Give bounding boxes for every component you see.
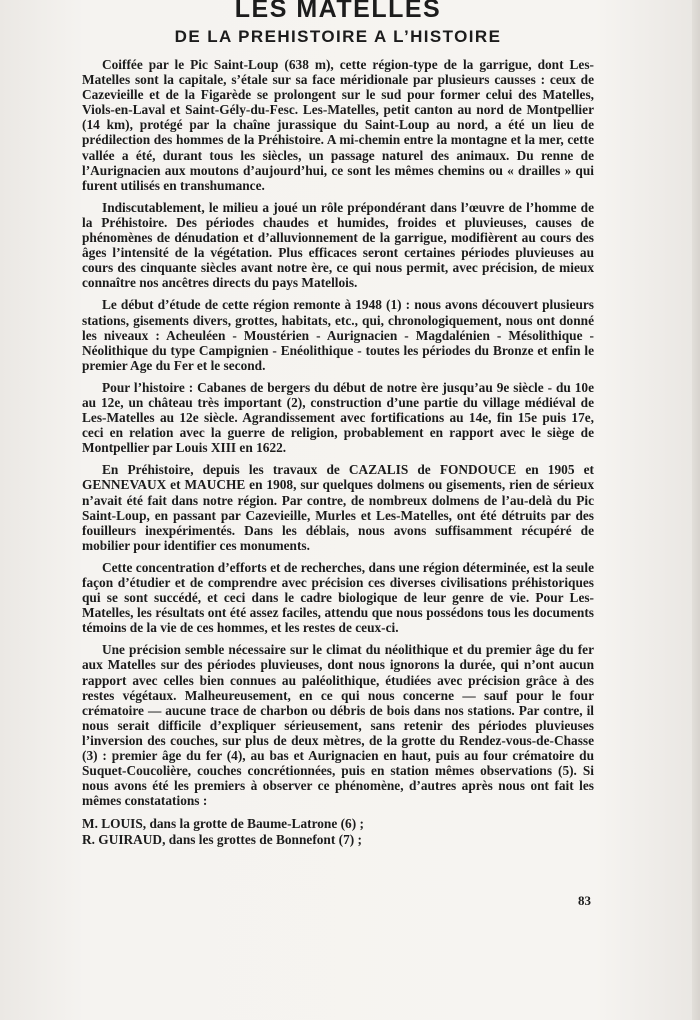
paragraph: Coiffée par le Pic Saint-Loup (638 m), cette région-type de la garrigue, dont Les-Matelles sont la capitale, s’étale sur sa face méridionale par plusieurs causses : ceux de Cazevieille et de la Figarède se prolongent sur le sud pour former celui des Matelles, Viols-en-Laval et Saint-Gély-du-Fesc. Les-Matelles, petit canton au nord de Montpellier (14 km), protégé par la chaîne jurassique du Saint-Loup au nord, a été un lieu de prédilection des hommes de la Préhistoire. A mi-chemin entre la montagne et la mer, cette vallée a été, durant tous les siècles, un passage naturel des animaux. Du renne de l’Aurignacien aux moutons d’aujourd’hui, ce sont les mêmes chemins ou « drailles » qui furent utilisés en transhumance. bbox=[82, 57, 594, 193]
paragraph: Le début d’étude de cette région remonte à 1948 (1) : nous avons découvert plusieurs stations, gisements divers, grottes, habitats, etc., qui, chronologiquement, nous ont donné les niveaux : Acheuléen - Moustérien - Aurignacien - Magdalénien - Mésolithique - Néolithique du type Campignien - Enéolithique - toutes les périodes du Bronze et enfin le premier Age du Fer et le second. bbox=[82, 297, 594, 373]
reference-list bbox=[82, 816, 594, 846]
page-title: LES MATELLES bbox=[234, 0, 442, 23]
page-edge bbox=[692, 0, 700, 1020]
paragraph: Pour l’histoire : Cabanes de bergers du début de notre ère jusqu’au 9e siècle - du 10e au 12e, un château très important (2), construction d’une partie du village médiéval de Les-Matelles au 12e siècle. Agrandissement avec fortifications au 14e, fin 15e puis 17e, ceci en relation avec la guerre de religion, probablement en rapport avec le siège de Montpellier par Louis XIII en 1622. bbox=[82, 379, 594, 456]
reference-item: M. LOUIS, dans la grotte de Baume-Latrone (6) ; bbox=[82, 816, 364, 832]
reference-item: R. GUIRAUD, dans les grottes de Bonnefont (7) ; bbox=[82, 831, 362, 847]
page-number: 83 bbox=[578, 893, 591, 908]
paragraph: Cette concentration d’efforts et de recherches, dans une région déterminée, est la seule façon d’étudier et de comprendre avec précision ces diverses civilisations préhistoriques qui se sont succédé, et ceci dans le cadre biologique de leur genre de vie. Pour Les-Matelles, les résultats ont été assez faciles, attendu que nous possédons tous les documents témoins de la vie de ces hommes, et les restes de ceux-ci. bbox=[82, 559, 594, 636]
paragraph: Indiscutablement, le milieu a joué un rôle prépondérant dans l’œuvre de l’homme de la Préhistoire. Des périodes chaudes et humides, froides et pluvieuses, causes de phénomènes de dénudation et d’alluvionnement de la garrigue, modifièrent au cours des âges l’intensité de la végétation. Plus efficaces seront certaines périodes pluvieuses au cours des cinquante siècles avant notre ère, ce qui nous permit, avec précision, de mieux connaître nos ancêtres directs du pays Matellois. bbox=[82, 199, 594, 291]
paragraph: Une précision semble nécessaire sur le climat du néolithique et du premier âge du fer aux Matelles sur des périodes pluvieuses, dont nous ignorons la durée, qui n’ont aucun rapport avec celles bien connues au paléolithique, étudiées avec précision grâce à des restes végétaux. Malheureusement, en ce qui nous concerne — sauf pour le four crématoire — aucune trace de charbon ou débris de bois dans nos stations. Par contre, il nous serait difficile d’expliquer sérieusement, sans retenir des périodes pluvieuses l’inversion des couches, sur plus de deux mètres, de la grotte du Rendez-vous-de-Chasse (3) : premier âge du fer (4), au bas et Aurignacien en haut, puis au four crématoire du Suquet-Coucolière, couches concrétionnées, puis en station mêmes observations (5). Si nous avons été les premiers à observer ce phénomène, d’autres après nous ont fait les mêmes constatations : bbox=[82, 642, 594, 809]
paragraph: En Préhistoire, depuis les travaux de CAZALIS de FONDOUCE en 1905 et GENNEVAUX et MAUCHE en 1908, sur quelques dolmens ou gisements, rien de sérieux n’avait été fait dans notre région. Par contre, de nombreux dolmens de l’au-delà du Pic Saint-Loup, en passant par Cazevieille, Murles et Les-Matelles, ont été détruits par des fouilleurs inexpérimentés. Dans les déblais, nous avons suffisamment récupéré de mobilier pour identifier ces monuments. bbox=[82, 462, 594, 553]
page-subtitle: DE LA PREHISTOIRE A L’HISTOIRE bbox=[174, 27, 502, 46]
article bbox=[82, 0, 594, 847]
